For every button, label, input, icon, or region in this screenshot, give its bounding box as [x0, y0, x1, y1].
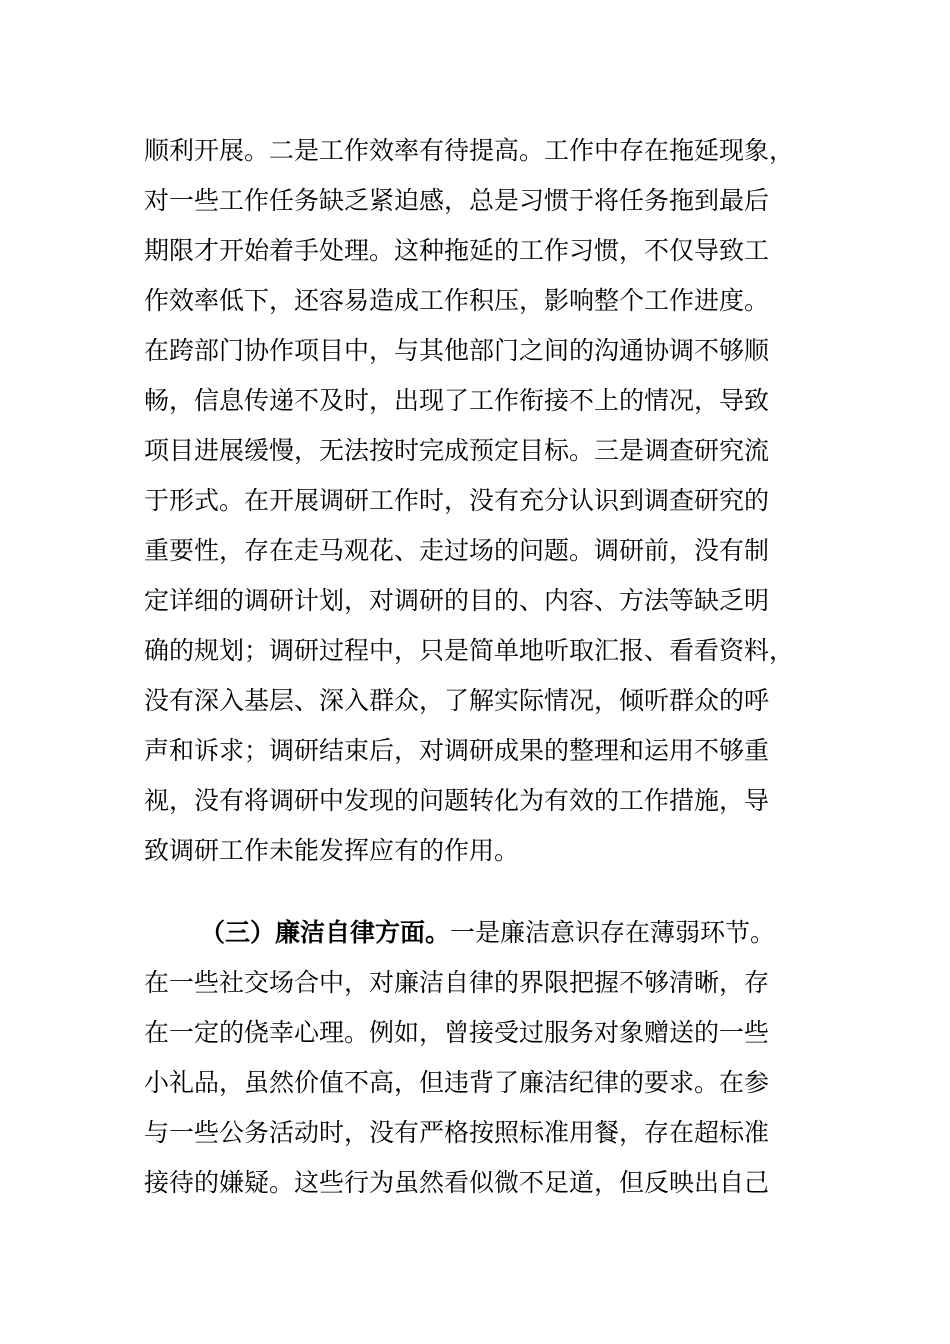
text-line: 定详细的调研计划，对调研的目的、内容、方法等缺乏明: [144, 586, 770, 615]
text-line: 在一些社交场合中，对廉洁自律的界限把握不够清晰，存: [144, 968, 770, 997]
text-line: 与一些公务活动时，没有严格按照标准用餐，存在超标准: [144, 1118, 770, 1147]
paragraph-integrity: [144, 908, 814, 1208]
text-line: 对一些工作任务缺乏紧迫感，总是习惯于将任务拖到最后: [144, 186, 770, 215]
text-line: 声和诉求；调研结束后，对调研成果的整理和运用不够重: [144, 736, 770, 765]
section-first-line: [144, 908, 814, 958]
text-line: 没有深入基层、深入群众，了解实际情况，倾听群众的呼: [144, 686, 770, 715]
text-line: 在跨部门协作项目中，与其他部门之间的沟通协调不够顺: [144, 336, 770, 365]
text-line: 确的规划；调研过程中，只是简单地听取汇报、看看资料，: [144, 636, 795, 665]
text-line: 期限才开始着手处理。这种拖延的工作习惯，不仅导致工: [144, 236, 770, 265]
section-first-line-text: 一是廉洁意识存在薄弱环节。: [450, 918, 776, 947]
text-line: 项目进展缓慢，无法按时完成预定目标。三是调查研究流: [144, 436, 770, 465]
section-heading: （三）廉洁自律方面。: [200, 918, 451, 947]
paragraph-work-style: [144, 126, 814, 876]
text-line: 接待的嫌疑。这些行为虽然看似微不足道，但反映出自己: [144, 1168, 770, 1197]
text-line: 作效率低下，还容易造成工作积压，影响整个工作进度。: [144, 286, 770, 315]
text-line: 于形式。在开展调研工作时，没有充分认识到调查研究的: [144, 486, 770, 515]
text-line: 在一定的侥幸心理。例如，曾接受过服务对象赠送的一些: [144, 1018, 770, 1047]
text-line: 小礼品，虽然价值不高，但违背了廉洁纪律的要求。在参: [144, 1068, 770, 1097]
text-line: 重要性，存在走马观花、走过场的问题。调研前，没有制: [144, 536, 770, 565]
text-line: 畅，信息传递不及时，出现了工作衔接不上的情况，导致: [144, 386, 770, 415]
text-line: 视，没有将调研中发现的问题转化为有效的工作措施，导: [144, 786, 770, 815]
text-line: 致调研工作未能发挥应有的作用。: [144, 836, 520, 865]
text-line: 顺利开展。二是工作效率有待提高。工作中存在拖延现象，: [144, 136, 795, 165]
